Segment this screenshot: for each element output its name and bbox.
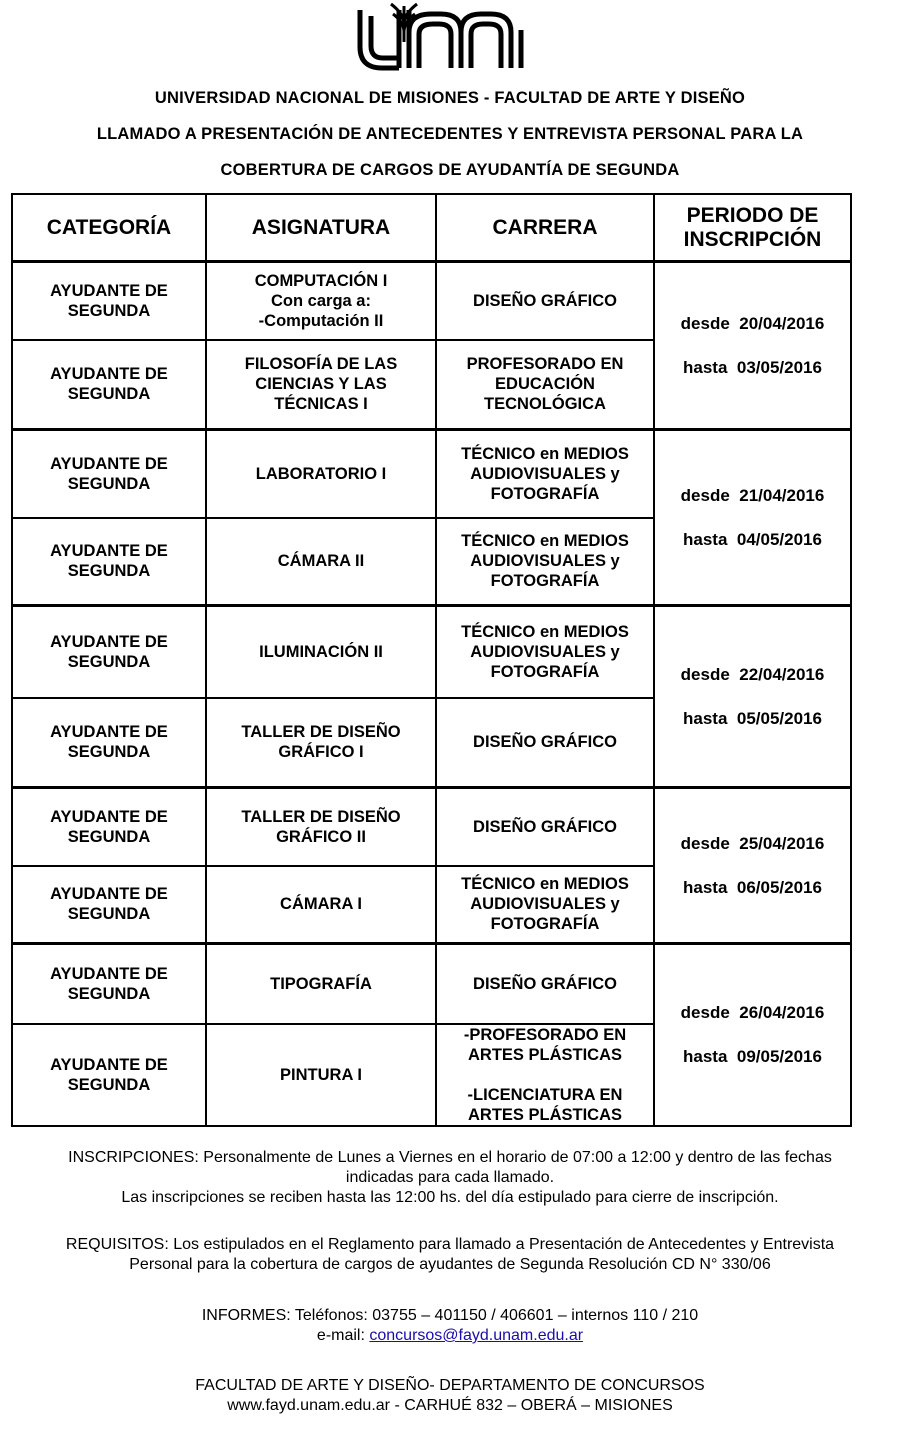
col-header-periodo: PERIODO DE INSCRIPCIÓN	[654, 194, 851, 262]
cell-categoria: AYUDANTE DE SEGUNDA	[12, 788, 206, 866]
cell-categoria: AYUDANTE DE SEGUNDA	[12, 430, 206, 518]
asignatura-line: TÉCNICAS I	[274, 395, 368, 414]
periodo-hasta: hasta 04/05/2016	[683, 529, 822, 549]
carrera-line: -LICENCIATURA EN	[467, 1085, 623, 1104]
carrera-line: TÉCNICO en MEDIOS	[461, 875, 629, 894]
asignatura-line: LABORATORIO I	[255, 464, 387, 483]
cell-categoria: AYUDANTE DE SEGUNDA	[12, 944, 206, 1024]
call-title-line2: COBERTURA DE CARGOS DE AYUDANTÍA DE SEGUNDA	[220, 161, 680, 179]
table-row	[12, 944, 851, 1024]
asignatura-line: COMPUTACIÓN I	[254, 271, 388, 290]
cell-carrera	[436, 1024, 654, 1126]
periodo-spacer	[659, 855, 846, 877]
col-header-carrera: CARRERA	[436, 194, 654, 262]
periodo-spacer	[659, 1024, 846, 1046]
cell-asignatura	[206, 788, 436, 866]
periodo-desde: desde 26/04/2016	[680, 1002, 825, 1022]
cell-carrera	[436, 262, 654, 340]
carrera-line: ARTES PLÁSTICAS	[467, 1045, 622, 1064]
inscripciones-line: INSCRIPCIONES: Personalmente de Lunes a Viernes en el horario de 07:00 a 12:00 y dentro de las fechas	[68, 1149, 832, 1166]
asignatura-line: CIENCIAS Y LAS	[255, 375, 387, 394]
email-line	[0, 1326, 900, 1346]
table-row	[12, 606, 851, 698]
cell-categoria: AYUDANTE DE SEGUNDA	[12, 698, 206, 788]
cell-asignatura	[206, 1024, 436, 1126]
carrera-line: TECNOLÓGICA	[484, 395, 606, 414]
email-label: e-mail:	[316, 1327, 370, 1344]
cell-asignatura	[206, 262, 436, 340]
periodo-hasta: hasta 06/05/2016	[683, 877, 822, 897]
informes-block	[0, 1306, 900, 1346]
carrera-line: ARTES PLÁSTICAS	[467, 1105, 622, 1124]
requisitos-line: Personal para la cobertura de cargos de ayudantes de Segunda Resolución CD N° 330/06	[129, 1256, 771, 1273]
department-address: www.fayd.unam.edu.ar - CARHUÉ 832 – OBERÁ – MISIONES	[227, 1397, 673, 1414]
cell-asignatura	[206, 430, 436, 518]
positions-table	[11, 193, 852, 1127]
cell-periodo	[654, 606, 851, 788]
cell-carrera	[436, 430, 654, 518]
carrera-line: -PROFESORADO EN	[463, 1025, 627, 1044]
email-link[interactable]: concursos@fayd.unam.edu.ar	[369, 1327, 584, 1344]
cell-carrera	[436, 866, 654, 944]
department-block	[0, 1376, 900, 1416]
cell-categoria: AYUDANTE DE SEGUNDA	[12, 518, 206, 606]
cell-carrera	[436, 944, 654, 1024]
carrera-line: DISEÑO GRÁFICO	[473, 974, 617, 993]
cell-categoria: AYUDANTE DE SEGUNDA	[12, 1024, 206, 1126]
cell-periodo	[654, 944, 851, 1126]
periodo-desde: desde 20/04/2016	[680, 313, 825, 333]
inscripciones-line: Las inscripciones se reciben hasta las 12:00 hs. del día estipulado para cierre de inscripción.	[121, 1189, 779, 1206]
periodo-spacer	[659, 507, 846, 529]
carrera-line: FOTOGRAFÍA	[490, 662, 600, 681]
carrera-line: TÉCNICO en MEDIOS	[461, 622, 629, 641]
asignatura-line: TALLER DE DISEÑO	[241, 807, 401, 826]
cell-categoria: AYUDANTE DE SEGUNDA	[12, 262, 206, 340]
carrera-line: TÉCNICO en MEDIOS	[461, 444, 629, 463]
cell-periodo	[654, 430, 851, 606]
cell-categoria: AYUDANTE DE SEGUNDA	[12, 866, 206, 944]
carrera-line: AUDIOVISUALES y	[470, 552, 620, 571]
asignatura-line: GRÁFICO I	[278, 743, 364, 762]
periodo-desde: desde 21/04/2016	[680, 485, 825, 505]
periodo-spacer	[659, 686, 846, 708]
table-row	[12, 262, 851, 340]
department-name: FACULTAD DE ARTE Y DISEÑO- DEPARTAMENTO DE CONCURSOS	[195, 1377, 705, 1394]
table-header-row	[12, 194, 851, 262]
cell-periodo	[654, 262, 851, 430]
unam-logo-icon	[355, 2, 531, 72]
cell-carrera	[436, 518, 654, 606]
cell-carrera	[436, 340, 654, 430]
carrera-line: AUDIOVISUALES y	[470, 895, 620, 914]
periodo-desde: desde 22/04/2016	[680, 664, 825, 684]
cell-categoria: AYUDANTE DE SEGUNDA	[12, 340, 206, 430]
col-header-categoria: CATEGORÍA	[12, 194, 206, 262]
periodo-hasta: hasta 05/05/2016	[683, 708, 822, 728]
call-title-line1: LLAMADO A PRESENTACIÓN DE ANTECEDENTES Y ENTREVISTA PERSONAL PARA LA	[96, 125, 804, 143]
asignatura-line: TALLER DE DISEÑO	[241, 723, 401, 742]
carrera-line: FOTOGRAFÍA	[490, 915, 600, 934]
inscripciones-line: indicadas para cada llamado.	[345, 1169, 555, 1186]
carrera-line: DISEÑO GRÁFICO	[473, 733, 617, 752]
periodo-spacer	[659, 335, 846, 357]
carrera-line: EDUCACIÓN	[495, 375, 595, 394]
asignatura-line: Con carga a:	[271, 291, 371, 310]
cell-carrera	[436, 788, 654, 866]
carrera-line: AUDIOVISUALES y	[470, 642, 620, 661]
asignatura-line: CÁMARA II	[277, 552, 365, 571]
table-row	[12, 788, 851, 866]
carrera-line: DISEÑO GRÁFICO	[473, 291, 617, 310]
university-title: UNIVERSIDAD NACIONAL DE MISIONES - FACULTAD DE ARTE Y DISEÑO	[154, 89, 746, 107]
cell-asignatura	[206, 698, 436, 788]
periodo-desde: desde 25/04/2016	[680, 833, 825, 853]
cell-asignatura	[206, 866, 436, 944]
cell-asignatura	[206, 340, 436, 430]
asignatura-line: GRÁFICO II	[276, 827, 366, 846]
carrera-line: FOTOGRAFÍA	[490, 572, 600, 591]
periodo-hasta: hasta 03/05/2016	[683, 357, 822, 377]
cell-asignatura	[206, 518, 436, 606]
asignatura-line: FILOSOFÍA DE LAS	[244, 355, 398, 374]
requisitos-line: REQUISITOS: Los estipulados en el Reglamento para llamado a Presentación de Antecedentes y Entrevista	[65, 1236, 835, 1253]
carrera-line: PROFESORADO EN	[466, 355, 624, 374]
carrera-line: DISEÑO GRÁFICO	[473, 817, 617, 836]
cell-periodo	[654, 788, 851, 944]
asignatura-line: CÁMARA I	[280, 895, 362, 914]
carrera-line: TÉCNICO en MEDIOS	[461, 532, 629, 551]
inscripciones-block	[0, 1148, 900, 1208]
cell-carrera	[436, 606, 654, 698]
col-header-asignatura: ASIGNATURA	[206, 194, 436, 262]
table-row	[12, 430, 851, 518]
asignatura-line: -Computación II	[258, 311, 384, 330]
cell-carrera	[436, 698, 654, 788]
carrera-line: FOTOGRAFÍA	[490, 484, 600, 503]
informes-phones: INFORMES: Teléfonos: 03755 – 401150 / 406601 – internos 110 / 210	[201, 1307, 699, 1324]
asignatura-line: ILUMINACIÓN II	[259, 642, 383, 661]
cell-asignatura	[206, 606, 436, 698]
carrera-spacer	[441, 1065, 649, 1085]
carrera-line: AUDIOVISUALES y	[470, 464, 620, 483]
asignatura-line: PINTURA I	[280, 1065, 362, 1084]
cell-asignatura	[206, 944, 436, 1024]
asignatura-line: TIPOGRAFÍA	[270, 974, 372, 993]
requisitos-block	[0, 1235, 900, 1275]
periodo-hasta: hasta 09/05/2016	[683, 1046, 822, 1066]
cell-categoria: AYUDANTE DE SEGUNDA	[12, 606, 206, 698]
